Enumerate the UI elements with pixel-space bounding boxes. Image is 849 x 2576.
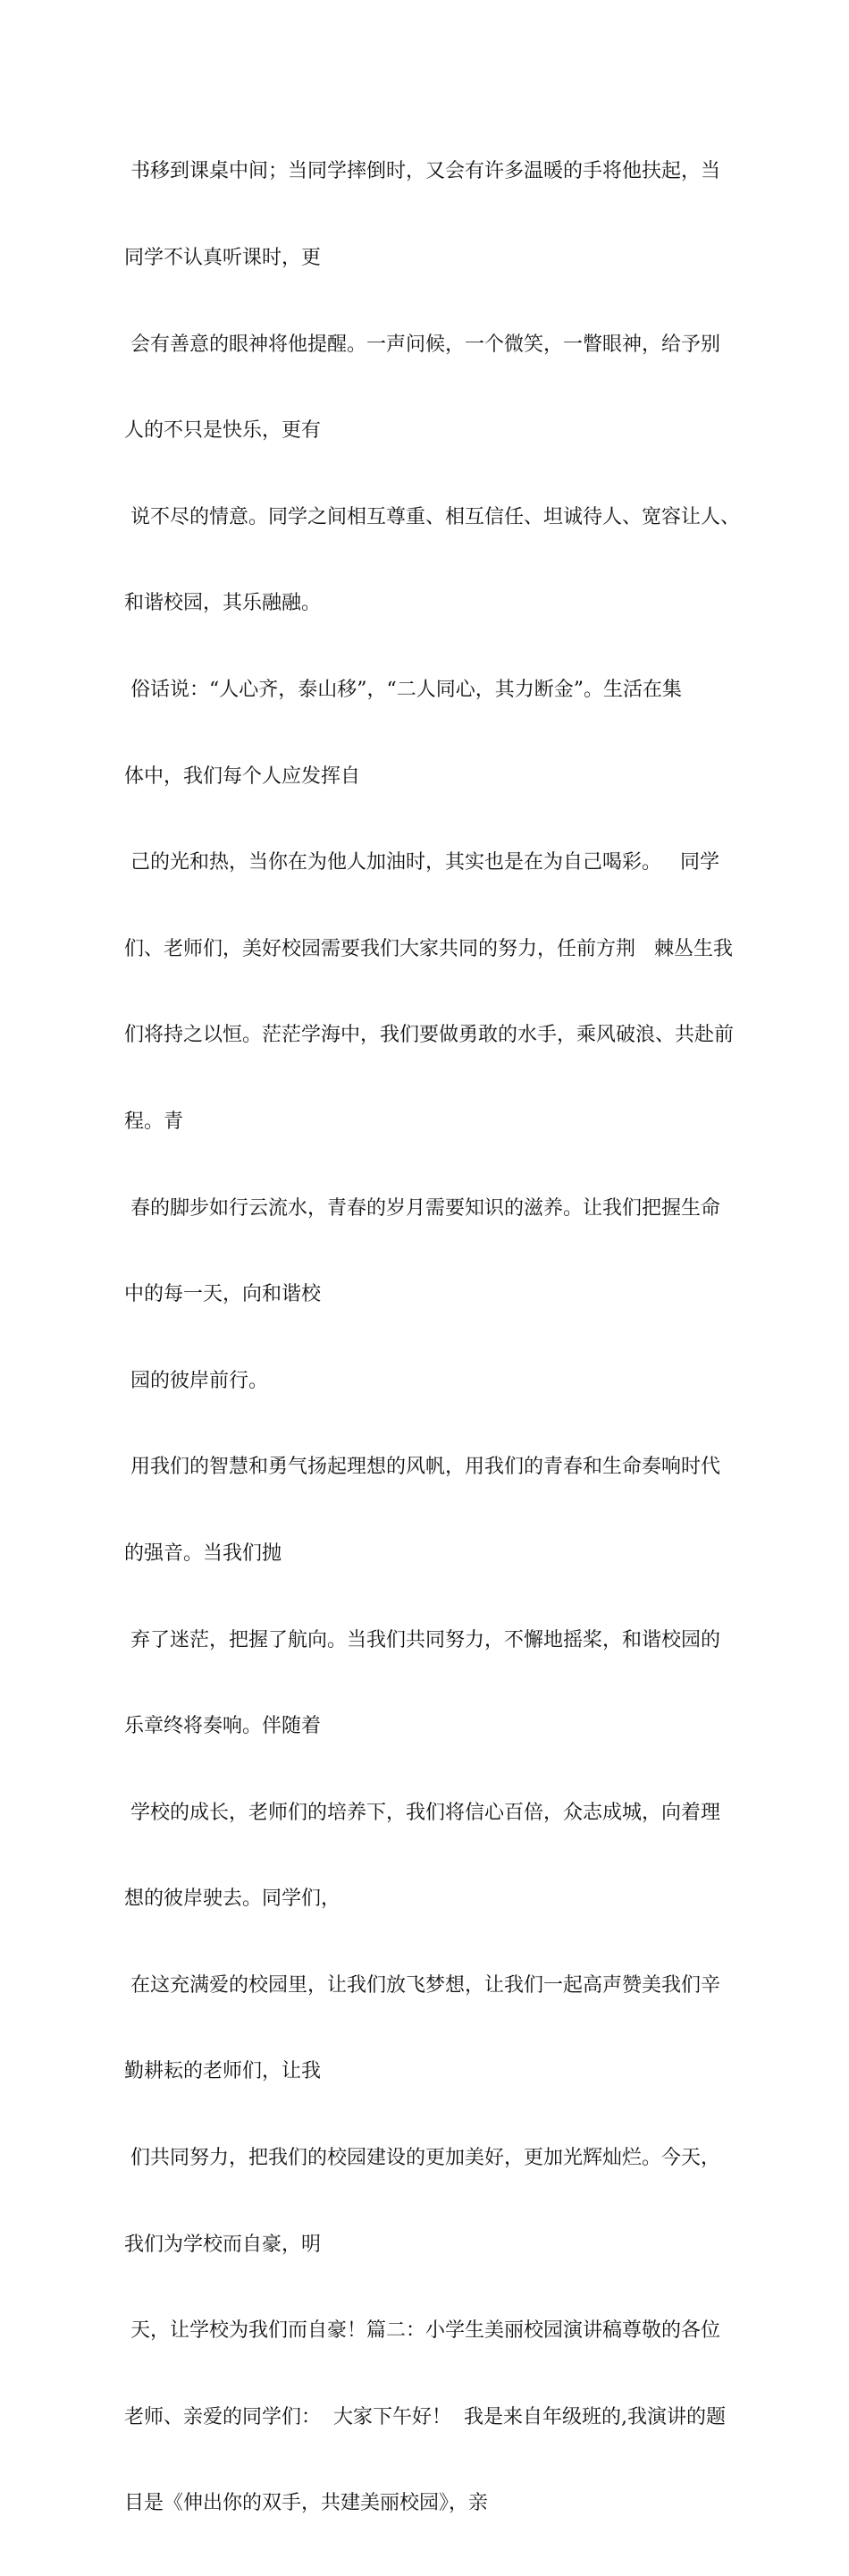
text-line: 勤耕耘的老师们，让我 [124, 2060, 322, 2083]
text-line: 目是《伸出你的双手，共建美丽校园》，亲 [124, 2492, 489, 2515]
text-line: 乐章终将奏响。伴随着 [124, 1715, 322, 1738]
text-line: 俗话说：“人心齐，泰山移”，“二人同心，其力断金”。生活在集 [124, 678, 682, 701]
text-line: 人的不只是快乐，更有 [124, 419, 322, 443]
text-line: 园的彼岸前行。 [124, 1369, 268, 1392]
body-text [124, 100, 741, 2576]
text-line: 弃了迷茫，把握了航向。当我们共同努力，不懈地摇桨，和谐校园的 [124, 1628, 720, 1651]
text-line: 我们为学校而自豪，明 [124, 2233, 322, 2256]
text-line: 程。青 [124, 1110, 184, 1133]
text-line: 想的彼岸驶去。同学们， [124, 1888, 341, 1911]
text-line: 春的脚步如行云流水，青春的岁月需要知识的滋养。让我们把握生命 [124, 1196, 720, 1220]
text-line: 们将持之以恒。茫茫学海中，我们要做勇敢的水手，乘风破浪、共赴前 [124, 1024, 735, 1047]
text-line: 的强音。当我们抛 [124, 1541, 282, 1565]
text-line: 天，让学校为我们而自豪！篇二：小学生美丽校园演讲稿尊敬的各位 [124, 2319, 720, 2343]
text-line: 和谐校园，其乐融融。 [124, 592, 322, 615]
text-line: 用我们的智慧和勇气扬起理想的风帆，用我们的青春和生命奏响时代 [124, 1456, 720, 1479]
text-line: 们共同努力，把我们的校园建设的更加美好，更加光辉灿烂。今天， [124, 2147, 720, 2170]
text-line: 老师、亲爱的同学们： 大家下午好！ 我是来自年级班的,我演讲的题 [124, 2405, 726, 2428]
text-line: 同学不认真听课时，更 [124, 247, 322, 269]
text-line: 学校的成长，老师们的培养下，我们将信心百倍，众志成城，向着理 [124, 1801, 720, 1824]
text-line: 中的每一天，向和谐校 [124, 1283, 322, 1306]
text-line: 们、老师们，美好校园需要我们大家共同的努力，任前方荆 棘丛生我 [124, 937, 733, 960]
text-line: 在这充满爱的校园里，让我们放飞梦想，让我们一起高声赞美我们辛 [124, 1973, 720, 1997]
text-line: 体中，我们每个人应发挥自 [124, 764, 361, 788]
text-line: 书移到课桌中间；当同学摔倒时，又会有许多温暖的手将他扶起，当 [124, 160, 720, 183]
text-line: 说不尽的情意。同学之间相互尊重、相互信任、坦诚待人、宽容让人、 [124, 505, 740, 528]
text-line: 己的光和热，当你在为他人加油时，其实也是在为自己喝彩。 同学 [124, 851, 719, 874]
text-line: 会有善意的眼神将他提醒。一声问候，一个微笑，一瞥眼神，给予别 [124, 333, 720, 356]
